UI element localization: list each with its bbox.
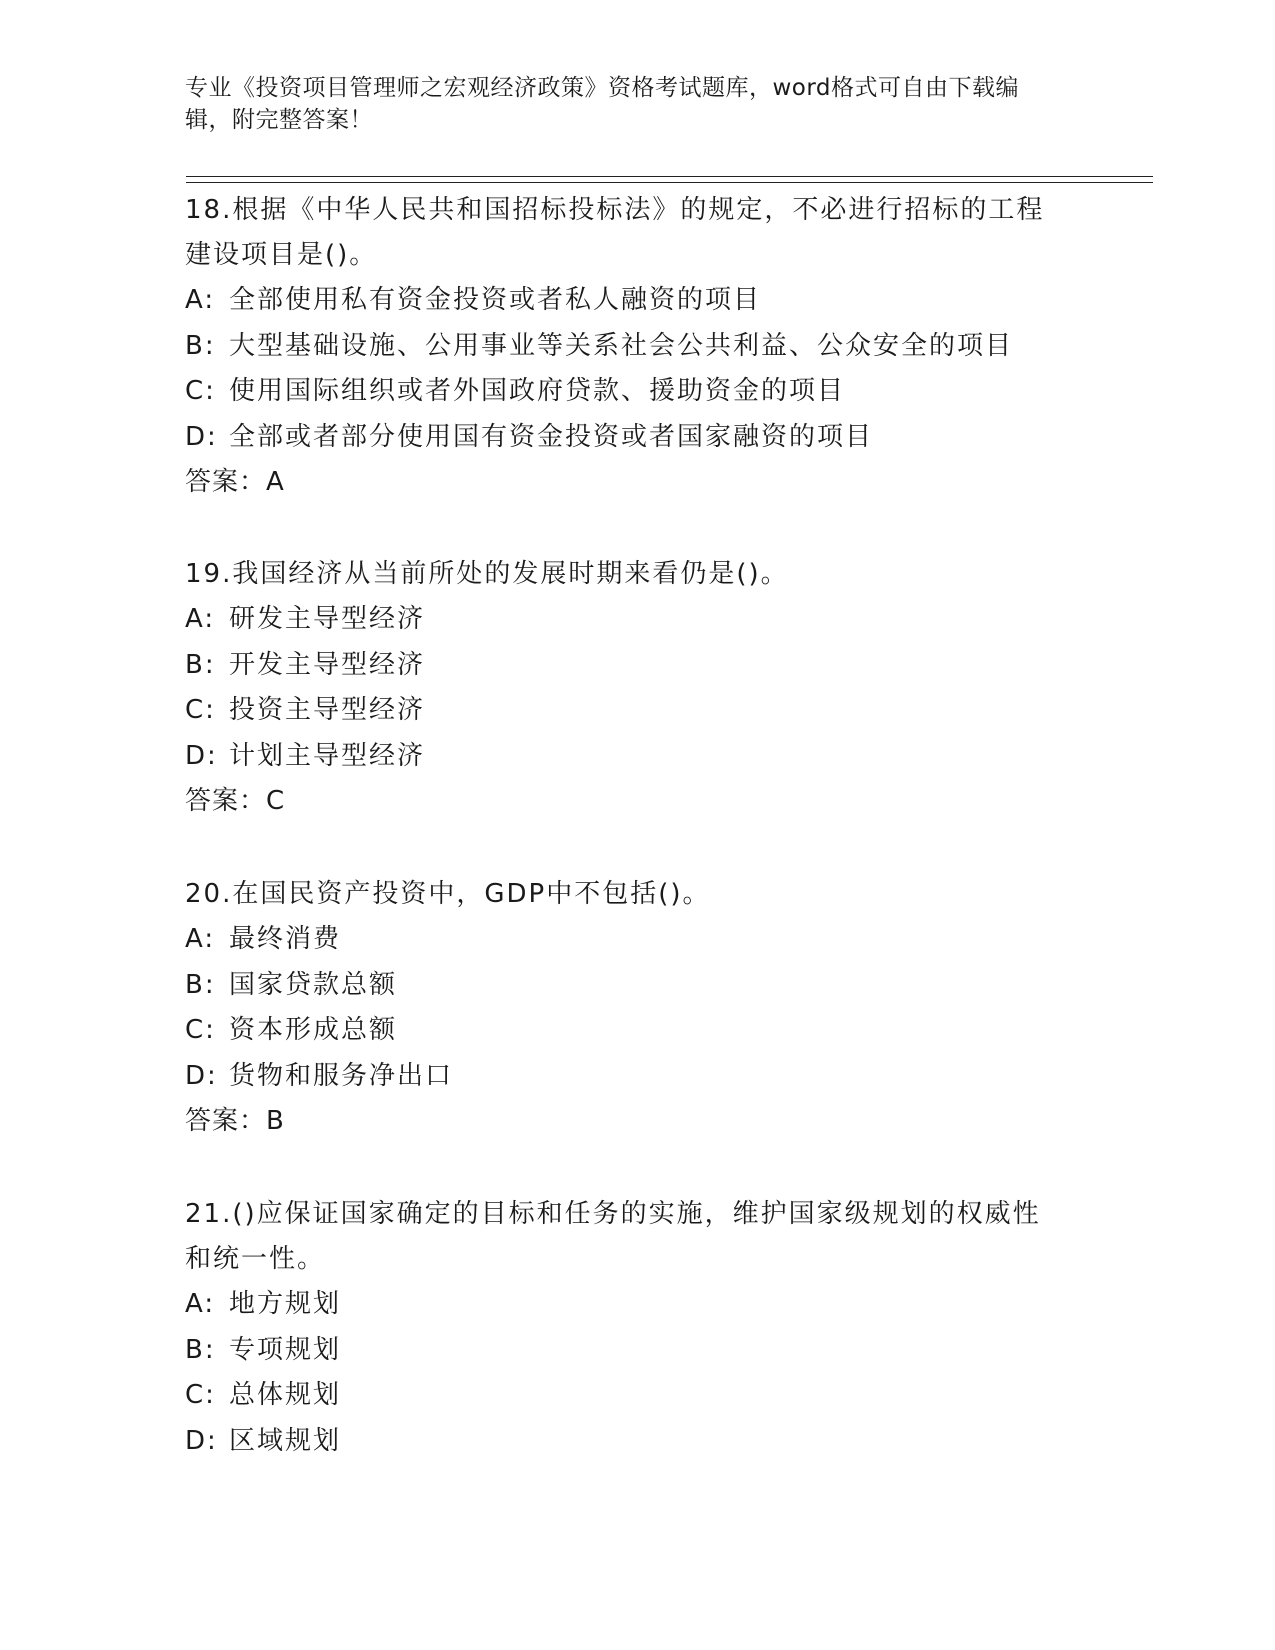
option-letter: B: [185, 969, 216, 1000]
option-text: 总体规划 [229, 1380, 342, 1410]
question-19 [185, 552, 1085, 824]
option-letter: A: [185, 285, 216, 315]
header-divider-bottom [186, 182, 1153, 183]
question-stem-line: 21.()应保证国家确定的目标和任务的实施，维护国家级规划的权威性 [185, 1199, 1041, 1229]
option-a [185, 917, 1085, 963]
option-a [185, 278, 1085, 324]
option-text: 研发主导型经济 [229, 604, 426, 634]
option-letter: D: [185, 1060, 218, 1091]
option-c [185, 1373, 1085, 1419]
option-c [185, 688, 1085, 734]
option-b [185, 1328, 1085, 1374]
question-21 [185, 1192, 1085, 1464]
option-letter: B: [185, 330, 216, 361]
option-d [185, 1054, 1085, 1100]
option-text: 大型基础设施、公用事业等关系社会公共利益、公众安全的项目 [229, 330, 1014, 361]
option-letter: D: [185, 421, 218, 452]
option-a [185, 597, 1085, 643]
question-20 [185, 872, 1085, 1144]
option-c [185, 369, 1085, 415]
option-text: 专项规划 [229, 1334, 342, 1365]
question-stem-line: 20.在国民资产投资中，GDP中不包括()。 [185, 879, 711, 909]
option-letter: A: [185, 1289, 216, 1319]
option-text: 区域规划 [229, 1425, 342, 1456]
option-c [185, 1008, 1085, 1054]
answer-line: 答案：B [185, 1106, 285, 1136]
answer-line: 答案：A [185, 467, 285, 497]
option-letter: C: [185, 1380, 216, 1410]
option-text: 投资主导型经济 [229, 695, 426, 725]
option-text: 地方规划 [229, 1289, 342, 1319]
option-text: 开发主导型经济 [229, 649, 426, 680]
option-text: 货物和服务净出口 [229, 1060, 454, 1091]
document-header [185, 72, 1065, 136]
header-line-1: 专业《投资项目管理师之宏观经济政策》资格考试题库，word格式可自由下载编 [185, 75, 1020, 101]
header-divider-top [186, 176, 1153, 177]
option-letter: C: [185, 695, 216, 725]
question-stem-line: 19.我国经济从当前所处的发展时期来看仍是()。 [185, 559, 789, 589]
question-stem-line: 18.根据《中华人民共和国招标投标法》的规定，不必进行招标的工程 [185, 195, 1045, 225]
header-line-2: 辑，附完整答案！ [185, 107, 373, 133]
option-letter: B: [185, 1334, 216, 1365]
option-letter: B: [185, 649, 216, 680]
option-a [185, 1282, 1085, 1328]
option-letter: D: [185, 1425, 218, 1456]
option-letter: A: [185, 924, 216, 954]
option-letter: D: [185, 740, 218, 771]
option-letter: A: [185, 604, 216, 634]
option-b [185, 963, 1085, 1009]
option-d [185, 1419, 1085, 1465]
question-stem-line: 建设项目是()。 [185, 240, 378, 270]
option-text: 全部使用私有资金投资或者私人融资的项目 [229, 285, 762, 315]
question-stem-line: 和统一性。 [185, 1244, 326, 1274]
option-d [185, 734, 1085, 780]
option-d [185, 415, 1085, 461]
answer-line: 答案：C [185, 786, 286, 816]
option-letter: C: [185, 376, 216, 406]
option-text: 使用国际组织或者外国政府贷款、援助资金的项目 [229, 376, 846, 406]
option-text: 最终消费 [229, 924, 342, 954]
option-b [185, 324, 1085, 370]
option-text: 计划主导型经济 [229, 740, 426, 771]
option-text: 国家贷款总额 [229, 969, 398, 1000]
option-text: 全部或者部分使用国有资金投资或者国家融资的项目 [229, 421, 874, 452]
option-text: 资本形成总额 [229, 1015, 398, 1045]
option-letter: C: [185, 1015, 216, 1045]
question-18 [185, 188, 1085, 505]
option-b [185, 643, 1085, 689]
